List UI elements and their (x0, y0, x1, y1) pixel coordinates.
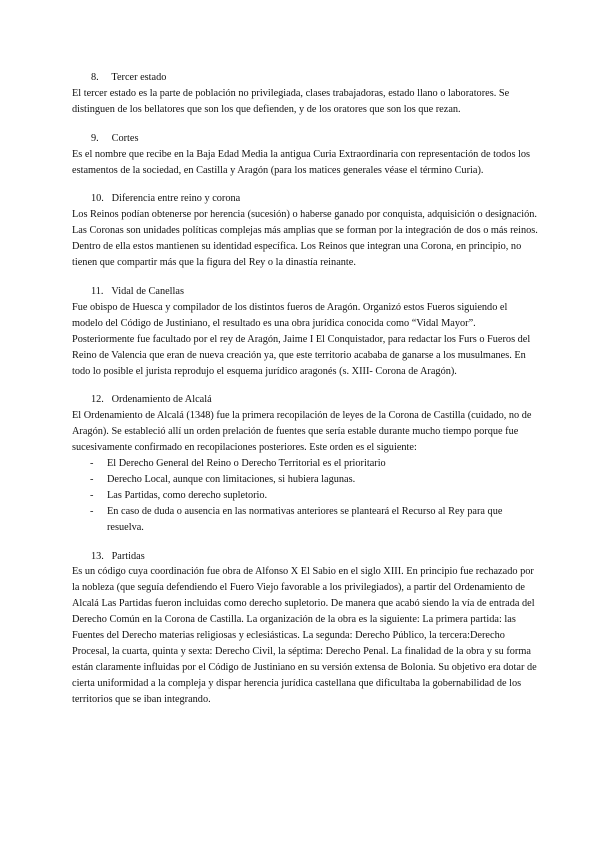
section-partidas (72, 549, 540, 708)
section-heading (72, 131, 540, 147)
section-title: Tercer estado (111, 72, 167, 83)
section-body: Es un código cuya coordinación fue obra de Alfonso X El Sabio en el siglo XIII. En principio fue rechazado por la nobleza (que seguía defendiendo el Fuero Viejo favorable a los privilegiados), a partir del Ordenamiento de Alcalá Las Partidas fueron incluidas como derecho supletorio. De manera que acabó siendo la vía de entrada del Derecho Común en la Corona de Castilla. La organización de la obra es la siguiente: La primera partida: las Fuentes del Derecho materias religiosas y eclesiásticas. La segunda: Derecho Público, la tercera:Derecho Procesal, la cuarta, quinta y sexta: Derecho Civil, la séptima: Derecho Penal. La finalidad de la obra y su forma están claramente influidas por el Código de Justiniano en su versión extensa de Bolonia. Su objetivo era dotar de cierta uniformidad a la compleja y dispar herencia jurídica castellana que dificultaba la gobernabilidad de los territorios que se iban integrando. (72, 566, 537, 705)
section-heading (72, 392, 540, 408)
section-number: 12. (91, 394, 104, 406)
section-heading (72, 70, 540, 86)
section-tercer-estado (72, 70, 540, 118)
section-heading (72, 549, 540, 565)
section-number: 11. (91, 285, 104, 297)
section-title: Ordenamiento de Alcalá (111, 394, 212, 406)
section-ordenamiento-alcala (72, 392, 540, 535)
section-number: 8. (91, 72, 99, 83)
list-item: - Derecho Local, aunque con limitaciones, si hubiera lagunas. (90, 472, 540, 488)
section-title: Cortes (111, 132, 139, 144)
section-body: El Ordenamiento de Alcalá (1348) fue la primera recopilación de leyes de la Corona de Castilla (cuidado, no de Aragón). Se estableció allí un orden prelación de fuentes que sería estable durante mucho tiempo porque fue sucesivamente confirmado en recopilaciones posteriores. Este orden es el siguiente: (72, 410, 532, 454)
section-heading (72, 191, 540, 207)
section-body: Fue obispo de Huesca y compilador de los distintos fueros de Aragón. Organizó estos Fueros siguiendo el modelo del Código de Justiniano, el resultado es una obra jurídica conocida como “Vidal Mayor”. Posteriormente fue facultado por el rey de Aragón, Jaime I El Conquistador, para redactar los Furs o Fueros del Reino de Valencia que eran de nueva creación ya, que este territorio acababa de ganarse a los musulmanes. En todo lo posible el jurista reprodujo el esquema jurídico aragonés (s. XIII- Corona de Aragón). (72, 301, 531, 377)
section-body: Los Reinos podían obtenerse por herencia (sucesión) o haberse ganado por conquista, adquisición o designación. Las Coronas son unidades políticas complejas más amplias que se forman por la integración de dos o más reinos. Dentro de ella estos mantienen su identidad específica. Los Reinos que integran una Corona, en principio, no tienen que compartir más que la figura del Rey o la dinastía reinante. (72, 209, 538, 269)
section-cortes (72, 131, 540, 179)
section-title: Vidal de Canellas (111, 285, 184, 297)
section-title: Diferencia entre reino y corona (111, 193, 241, 205)
section-title: Partidas (111, 550, 145, 562)
section-vidal-de-canellas (72, 284, 540, 379)
section-body: Es el nombre que recibe en la Baja Edad Media la antigua Curia Extraordinaria con representación de todos los estamentos de la sociedad, en Castilla y Aragón (para los matices generales véase el término Curia). (72, 148, 531, 176)
list-item: - El Derecho General del Reino o Derecho Territorial es el prioritario (90, 456, 540, 472)
list-item: - En caso de duda o ausencia en las normativas anteriores se planteará el Recurso al Rey para que resuelva. (90, 504, 540, 536)
prelacion-list (72, 456, 540, 536)
section-number: 9. (91, 132, 99, 144)
section-reino-corona (72, 191, 540, 271)
section-heading (72, 284, 540, 300)
list-item: - Las Partidas, como derecho supletorio. (90, 488, 540, 504)
section-body: El tercer estado es la parte de población no privilegiada, clases trabajadoras, estado llano o laboratores. Se distinguen de los bellatores que son los que defienden, y de los oratores que son los que rezan. (72, 87, 510, 115)
section-number: 13. (91, 550, 104, 562)
section-number: 10. (91, 193, 104, 205)
